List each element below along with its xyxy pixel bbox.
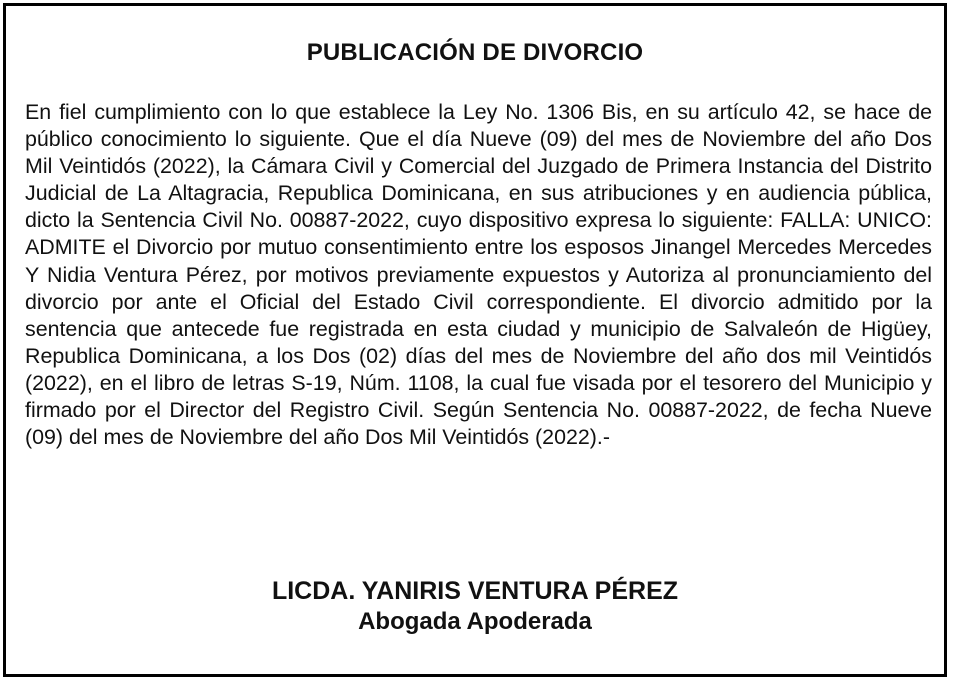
signature-name: LICDA. YANIRIS VENTURA PÉREZ <box>271 577 679 605</box>
notice-body: En fiel cumplimiento con lo que establece la Ley No. 1306 Bis, en su artículo 42, se hace de público conocimiento lo siguiente. Que el día Nueve (09) del mes de Noviembre del año Dos Mil Veintidós (2022), la Cámara Civil y Comercial del Juzgado de Primera Instancia del Distrito Judicial de La Altagracia, Republica Dominicana, en sus atribuciones y en audiencia pública, dicto la Sentencia Civil No. 00887-2022, cuyo dispositivo expresa lo siguiente: FALLA: UNICO: ADMITE el Divorcio por mutuo consentimiento entre los esposos Jinangel Mercedes Mercedes Y Nidia Ventura Pérez, por motivos previamente expuestos y Autoriza al pronunciamiento del divorcio por ante el Oficial del Estado Civil correspondiente. El divorcio admitido por la sentencia que antecede fue registrada en esta ciudad y municipio de Salvaleón de Higüey, Republica Dominicana, a los Dos (02) días del mes de Noviembre del año dos mil Veintidós (2022), en el libro de letras S-19, Núm. 1108, la cual fue visada por el tesorero del Municipio y firmado por el Director del Registro Civil. Según Sentencia No. 00887-2022, de fecha Nueve (09) del mes de Noviembre del año Dos Mil Veintidós (2022).- <box>25 100 932 450</box>
signature-role: Abogada Apoderada <box>358 608 592 635</box>
signature-block <box>6 576 944 637</box>
notice-frame <box>3 3 947 677</box>
notice-title: PUBLICACIÓN DE DIVORCIO <box>306 39 644 66</box>
